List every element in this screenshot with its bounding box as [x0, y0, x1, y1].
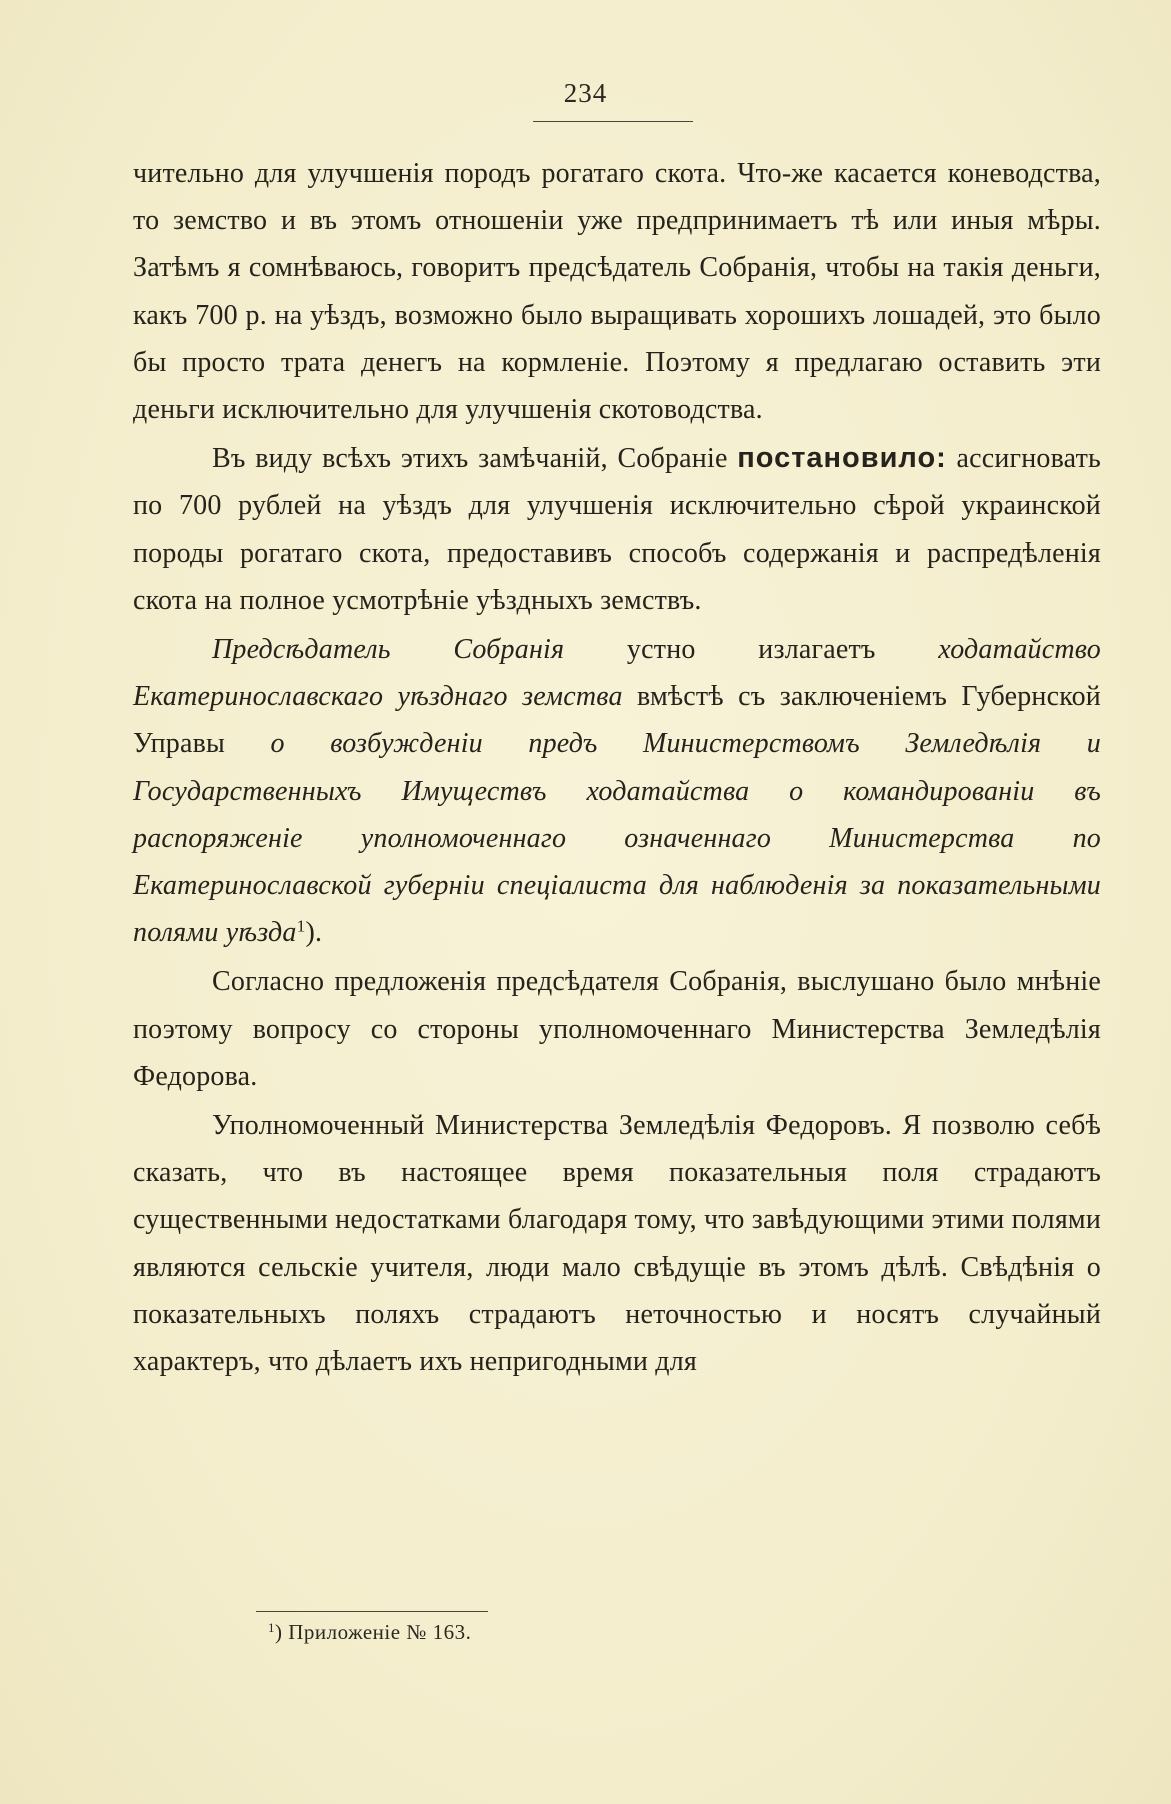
footnote-rule: [256, 1611, 488, 1612]
paragraph-3-text-1: устно излагаетъ: [564, 634, 939, 666]
paragraph-2: [133, 435, 1101, 624]
body-text: [133, 150, 1101, 1385]
paragraph-3: [133, 626, 1101, 956]
footnote: [268, 1620, 471, 1645]
resolution-keyword: постановило:: [737, 442, 947, 475]
paragraph-2-lead: Въ виду всѣхъ этихъ замѣчаній, Собраніе: [212, 443, 738, 475]
footnote-text: ) Приложеніе № 163.: [275, 1620, 472, 1644]
footnote-ref: 1: [296, 916, 306, 936]
paragraph-2-rest: ассигновать по 700 рублей на уѣздъ для улучшенія исключительно сѣрой украинской породы рогатаго скота, предоставивъ способъ содержанія и распредѣленія скота на полное усмотрѣніе уѣздныхъ земствъ.: [133, 443, 1101, 616]
petition-title: ходатайство Екатеринославскаго уѣзднаго земства: [133, 634, 1101, 713]
footnote-marker: 1: [268, 1619, 276, 1635]
paragraph-3-text-3: ).: [305, 917, 323, 949]
chairman-title: Предсѣдатель Собранія: [212, 634, 565, 666]
paragraph-5: Уполномоченный Министерства Земледѣлія Федоровъ. Я позволю себѣ сказать, что въ настоящее время показательныя поля страдаютъ существенными недостатками благодаря тому, что завѣдующими этими полями являются сельскіе учителя, люди мало свѣдущіе въ этомъ дѣлѣ. Свѣдѣнія о показательныхъ поляхъ страдаютъ неточностью и носятъ случайный характеръ, что дѣлаетъ ихъ непригодными для: [133, 1110, 1101, 1378]
paragraph-4: Согласно предложенія предсѣдателя Собранія, выслушано было мнѣніе поэтому вопросу со стороны уполномоченнаго Министерства Земледѣлія Федорова.: [133, 966, 1101, 1092]
paragraph-3-text-2: вмѣстѣ съ заключеніемъ Губернской Управы: [133, 681, 1101, 760]
page-number: 234: [563, 78, 608, 108]
petition-subject: о возбужденіи предъ Министерствомъ Земледѣлія и Государственныхъ Имуществъ ходатайства о командированіи въ распоряженіе уполномоченнаго означеннаго Министерства по Екатеринославской губерніи спеціалиста для наблюденія за показательными полями уѣзда: [133, 728, 1101, 949]
header-rule: [533, 121, 693, 122]
paragraph-1: чительно для улучшенія породъ рогатаго скота. Что-же касается коневодства, то земство и въ этомъ отношеніи уже предпринимаетъ тѣ или иныя мѣры. Затѣмъ я сомнѣваюсь, говоритъ предсѣдатель Собранія, чтобы на такія деньги, какъ 700 р. на уѣздъ, возможно было выращивать хорошихъ лошадей, это было бы просто трата денегъ на кормленіе. Поэтому я предлагаю оставить эти деньги исключительно для улучшенія скотоводства.: [133, 158, 1101, 426]
